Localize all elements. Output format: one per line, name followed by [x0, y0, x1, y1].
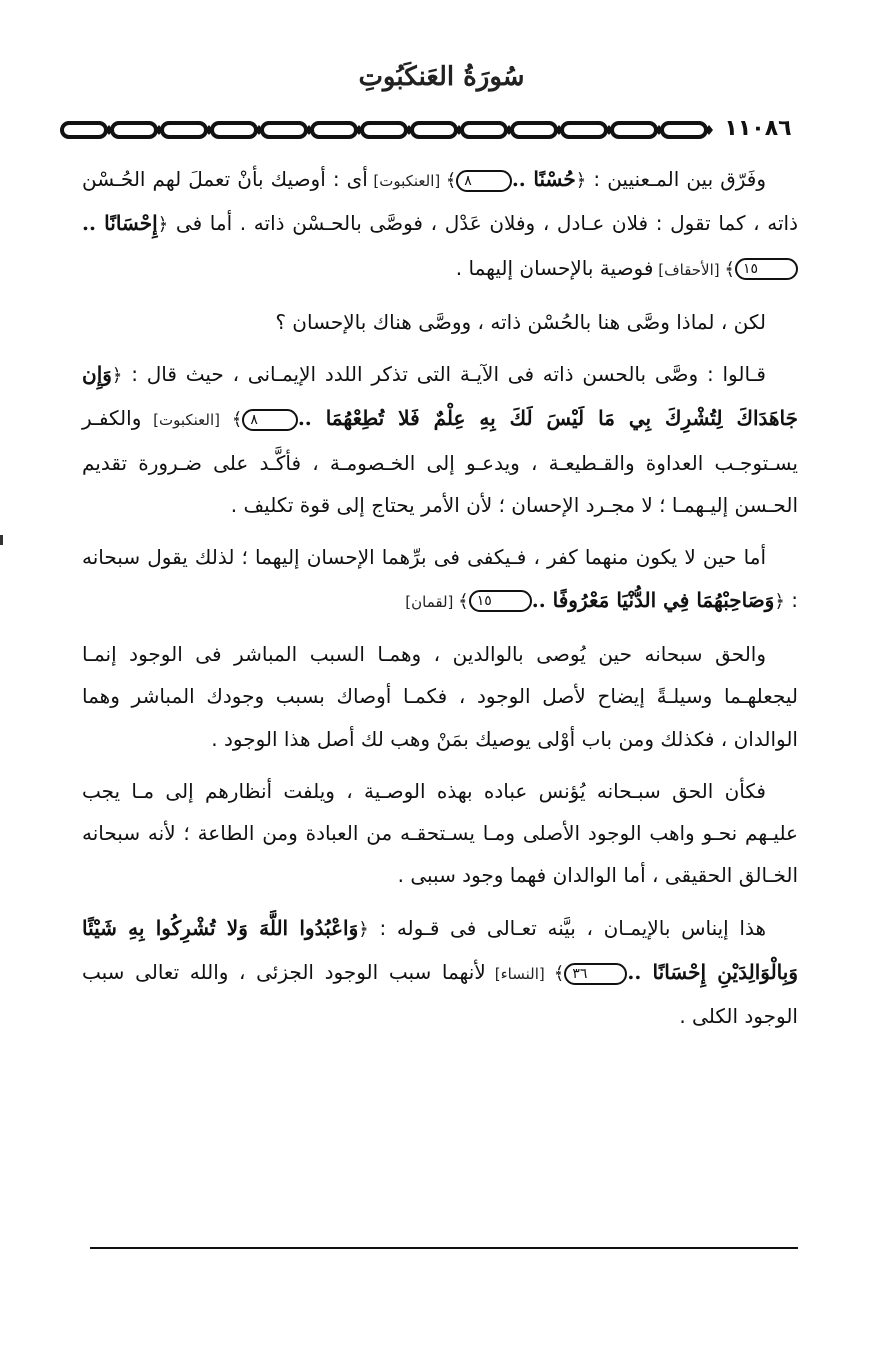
- verse-number-badge: ٨: [242, 409, 298, 431]
- surah-reference: [النساء]: [485, 965, 554, 984]
- ornament-chain-icon: [60, 118, 830, 142]
- chain-link: [162, 123, 206, 137]
- body-text-run: فكأن الحق سبـحانه يُؤنس عباده بهذه الوصـية ، ويلفت أنظارهم إلى مـا يجب عليـهم نحـو واهب الوجود الأصلى ومـا يسـتحقـه من العبادة ومن الطاعة ؛ لأنه سبحانه الخـالق الحقيقى ، أما الوالدان فهما وجود سببى .: [82, 778, 798, 888]
- header-ornamental-border: [60, 118, 830, 142]
- page-number: ١١٠٨٦: [718, 116, 798, 142]
- surah-reference: [العنكبوت]: [141, 411, 232, 430]
- paragraph: [82, 158, 798, 291]
- surah-reference: [لقمان]: [405, 592, 459, 611]
- footer-rule: [90, 1247, 798, 1249]
- body-text-run: والكفـر يسـتوجـب العداوة والقـطيعـة ، ويدعـو إلى الخـصومـة ، فأكَّـد على ضـرورة تقديم الحـسن إليـهمـا ؛ لا مجـرد الإحسان ؛ لأن الأمر يحتاج إلى قوة تكليف .: [82, 406, 798, 518]
- chain-link: [362, 123, 406, 137]
- surah-title: سُورَةُ العَنكَبُوتِ: [358, 62, 525, 92]
- quran-verse: حُسْنًا ..: [511, 167, 576, 191]
- verse-number-badge: ١٥: [469, 590, 532, 612]
- quran-bracket: ﴿: [774, 590, 785, 612]
- paragraph: [82, 536, 798, 623]
- chain-link: [412, 123, 456, 137]
- verse-number-badge: ٣٦: [564, 963, 627, 985]
- chain-link: [462, 123, 506, 137]
- body-text-run: والحق سبحانه حين يُوصى بالوالدين ، وهمـا السبب المباشر فى الوجود إنمـا ليجعلهـما وسيلـةً إيضاح لأصل الوجود ، فكمـا أوصاك بسبب وجودك المباشر وهما الوالدان ، فكذلك ومن باب أوْلى يوصيك بمَنْ وهب لك أصل هذا الوجود .: [82, 641, 798, 751]
- paragraph: [82, 770, 798, 897]
- quran-bracket: ﴾: [458, 590, 469, 612]
- quran-verse: وَاعْبُدُوا اللَّهَ وَلا تُشْرِكُوا بِهِ شَيْئًا وَبِالْوَالِدَيْنِ إِحْسَانًا ..: [82, 915, 798, 985]
- body-text-run: فوصية بالإحسان إليهما .: [455, 255, 654, 280]
- verse-number-badge: ١٥: [735, 258, 798, 280]
- quran-bracket: ﴾: [231, 409, 243, 431]
- quran-verse: وَصَاحِبْهُمَا فِي الدُّنْيَا مَعْرُوفًا ..: [531, 587, 775, 612]
- paragraph: [82, 353, 798, 526]
- quran-verse: وَإِن جَاهَدَاكَ لِتُشْرِكَ بِي مَا لَيْسَ لَكَ بِهِ عِلْمٌ فَلا تُطِعْهُمَا ..: [82, 362, 798, 431]
- quran-verse: إِحْسَانًا ..: [82, 211, 158, 236]
- quran-bracket: ﴿: [358, 918, 369, 940]
- chain-link: [212, 123, 256, 137]
- chain-link: [112, 123, 156, 137]
- paragraph: [82, 633, 798, 760]
- scan-edge-mark: [0, 535, 3, 545]
- chain-link: [662, 123, 706, 137]
- quran-bracket: ﴿: [157, 214, 169, 236]
- quran-bracket: ﴾: [445, 170, 457, 191]
- chain-link: [612, 123, 656, 137]
- chain-link: [562, 123, 606, 137]
- chain-link: [62, 123, 106, 137]
- paragraph: [82, 301, 798, 343]
- body-text-run: أما حين لا يكون منهما كفر ، فـيكفى فى برِّهما الإحسان إليهما ؛ لذلك يقول سبحانه :: [82, 545, 798, 612]
- body-text-run: وفَرّق بين المـعنيين :: [586, 167, 766, 191]
- quran-bracket: ﴿: [575, 170, 587, 191]
- body-text-run: هذا إيناس بالإيمـان ، بيَّنه تعـالى فى قـوله :: [368, 915, 766, 940]
- chain-link: [312, 123, 356, 137]
- body-text-run: قـالوا : وصَّى بالحسن ذاته فى الآيـة التى تذكر اللدد الإيمـانى ، حيث قال :: [122, 362, 766, 387]
- body-text-run: أى : أوصيك بأنْ تعملَ لهم الحُـسْن ذاته ، كما تقول : فلان عـادل ، وفلان عَدْل ، فوصَّى بالحـسْن ذاته . أما فى: [82, 167, 798, 236]
- body-text-run: لكن ، لماذا وصَّى هنا بالحُسْن ذاته ، ووصَّى هناك بالإحسان ؟: [275, 309, 766, 334]
- surah-reference: [الأحقاف]: [653, 260, 725, 279]
- chain-link: [512, 123, 556, 137]
- quran-bracket: ﴾: [553, 963, 565, 985]
- quran-bracket: ﴾: [724, 258, 735, 280]
- chain-link: [262, 123, 306, 137]
- surah-reference: [العنكبوت]: [367, 172, 446, 190]
- paragraph: [82, 907, 798, 1038]
- main-text: [82, 158, 798, 1038]
- body-text-run: لأنهما سبب الوجود الجزئى ، والله تعالى سبب الوجود الكلى .: [82, 960, 798, 1029]
- quran-bracket: ﴿: [111, 365, 123, 387]
- verse-number-badge: ٨: [456, 170, 512, 192]
